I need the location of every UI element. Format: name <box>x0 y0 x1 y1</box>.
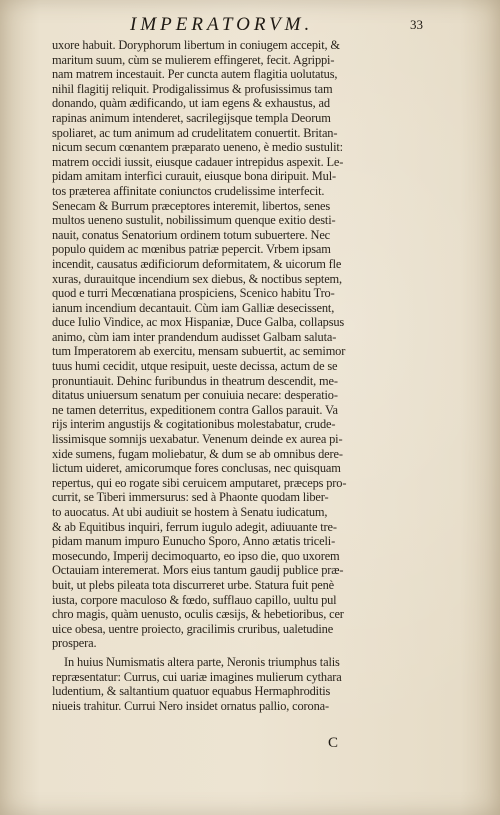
text-line: In huius Numismatis altera parte, Neronis triumphus talis <box>64 654 340 669</box>
text-line: to auocatus. At ubi audiuit se hostem à Senatu iudicatum, <box>52 505 328 519</box>
text-line: niueis trahitur. Currui Nero insidet ornatus pallio, corona- <box>52 698 329 713</box>
body-text <box>52 38 424 713</box>
text-line: xuras, durauitque incendium sex diebus, & noctibus septem, <box>52 271 342 286</box>
text-line: buit, ut plebs pileata tota discurreret urbe. Statura fuit penè <box>52 577 334 592</box>
text-line: rapinas animum intenderet, sacrilegijsque templa Deorum <box>52 110 331 125</box>
text-line: ianum incendium decantauit. Cùm iam Galliæ desecissent, <box>52 300 335 315</box>
text-line: pronuntiauit. Dehinc furibundus in theatrum descendit, me- <box>52 373 338 388</box>
text-line: chro magis, quàm uenusto, oculis cæsijs, & hebetioribus, cer <box>52 607 344 622</box>
text-line: donando, quàm ædificando, ut iam egens & exhaustus, ad <box>52 96 330 111</box>
text-line: mosecundo, Imperij decimoquarto, eo ipso die, quo uxorem <box>52 548 340 563</box>
text-line: & ab Equitibus inquiri, ferrum iugulo adegit, adiuuante tre- <box>52 519 337 534</box>
text-line: repertus, qui eo rogate sibi ceruicem amputaret, præceps pro- <box>52 475 347 490</box>
text-line: nauit, conatus Senatorium ordinem totum subuertere. Nec <box>52 227 331 242</box>
text-line: ditatus uniuersum senatum per conuiuia necare: desperatio- <box>52 388 338 403</box>
text-line: iusta, corpore maculoso & fœdo, sufflauo capillo, uultu pul <box>52 592 337 607</box>
text-line: maritum suum, cùm se mulierem effingeret, fecit. Agrippi- <box>52 52 335 67</box>
signature-mark: C <box>328 735 339 751</box>
text-line: pidam manum impuro Eunucho Sporo, Anno ætatis triceli- <box>52 534 336 549</box>
running-head-title: IMPERATORVM. <box>130 14 314 35</box>
running-head <box>0 14 500 40</box>
text-line: prospera. <box>52 636 97 651</box>
text-line: nicum secum cœnantem præparato ueneno, è medio sustulit: <box>52 140 343 155</box>
text-line: uxore habuit. Doryphorum libertum in coniugem accepit, & <box>52 38 340 52</box>
text-line: duce Iulio Vindice, ac mox Hispaniæ, Duce Galba, collapsus <box>52 315 345 330</box>
text-line: nam matrem incestauit. Per cuncta autem flagitia uolutatus, <box>52 67 338 82</box>
text-line: tos præterea affinitate coniunctos crudelissime interfecit. <box>52 183 325 198</box>
text-line: uice obesa, uentre proiecto, gracilimis cruribus, ualetudine <box>52 621 334 636</box>
text-line: matrem occidi iussit, eiusque cadauer intrepidus aspexit. Le- <box>52 154 344 169</box>
text-line: tum Imperatorem ab exercitu, mensam subuertit, ac semimor <box>52 344 346 359</box>
text-line: lictum uideret, amicorumque fores conclusas, nec quisquam <box>52 461 341 476</box>
text-line: multos ueneno sustulit, nobilissimum quenque exitio desti- <box>52 213 336 228</box>
text-line: currit, se Tiberi immersurus: sed à Phaonte quodam liber- <box>52 490 329 505</box>
text-line: pidam amitam interfici curauit, eiusque bona diripuit. Mul- <box>52 169 336 184</box>
paragraph-numismatic <box>52 655 424 713</box>
text-line: rijs interim angustijs & cogitationibus molestabatur, crude- <box>52 417 336 432</box>
text-line: tuus humi cecidit, utque resipuit, ueste decissa, actum de se <box>52 359 338 374</box>
text-line: Octauiam interemerat. Mors eius tantum gaudij publice præ- <box>52 563 344 578</box>
text-line: ludentium, & saltantium quatuor equabus Hermaphroditis <box>52 684 331 699</box>
text-line: lissimisque somnijs uexabatur. Venenum deinde ex aurea pi- <box>52 432 343 447</box>
paragraph-biography <box>52 38 424 651</box>
text-line: Senecam & Burrum præceptores interemit, libertos, senes <box>52 198 331 213</box>
text-line: repræsentatur: Currus, cui uariæ imagines mulierum cythara <box>52 669 342 684</box>
text-line: ne tamen deterritus, expeditionem contra Gallos parauit. Va <box>52 402 338 417</box>
page-number: 33 <box>410 17 423 32</box>
text-line: animo, cùm iam inter prandendum audisset Galbam saluta- <box>52 329 337 344</box>
text-line: xide sumens, fugam moliebatur, & dum se ab omnibus dere- <box>52 446 343 461</box>
text-line: populo quidem ac mœnibus patriæ pepercit. Vrbem ipsam <box>52 242 331 257</box>
text-line: spoliaret, ac tum animum ad crudelitatem conuertit. Britan- <box>52 125 338 140</box>
text-line: nihil flagitij reliquit. Prodigalissimus & profusissimus tam <box>52 81 333 96</box>
text-line: quod e turri Mecœnatiana prospiciens, Scenico habitu Tro- <box>52 286 335 301</box>
text-line: incendit, causatus ædificiorum deformitatem, & uicorum fle <box>52 256 342 271</box>
